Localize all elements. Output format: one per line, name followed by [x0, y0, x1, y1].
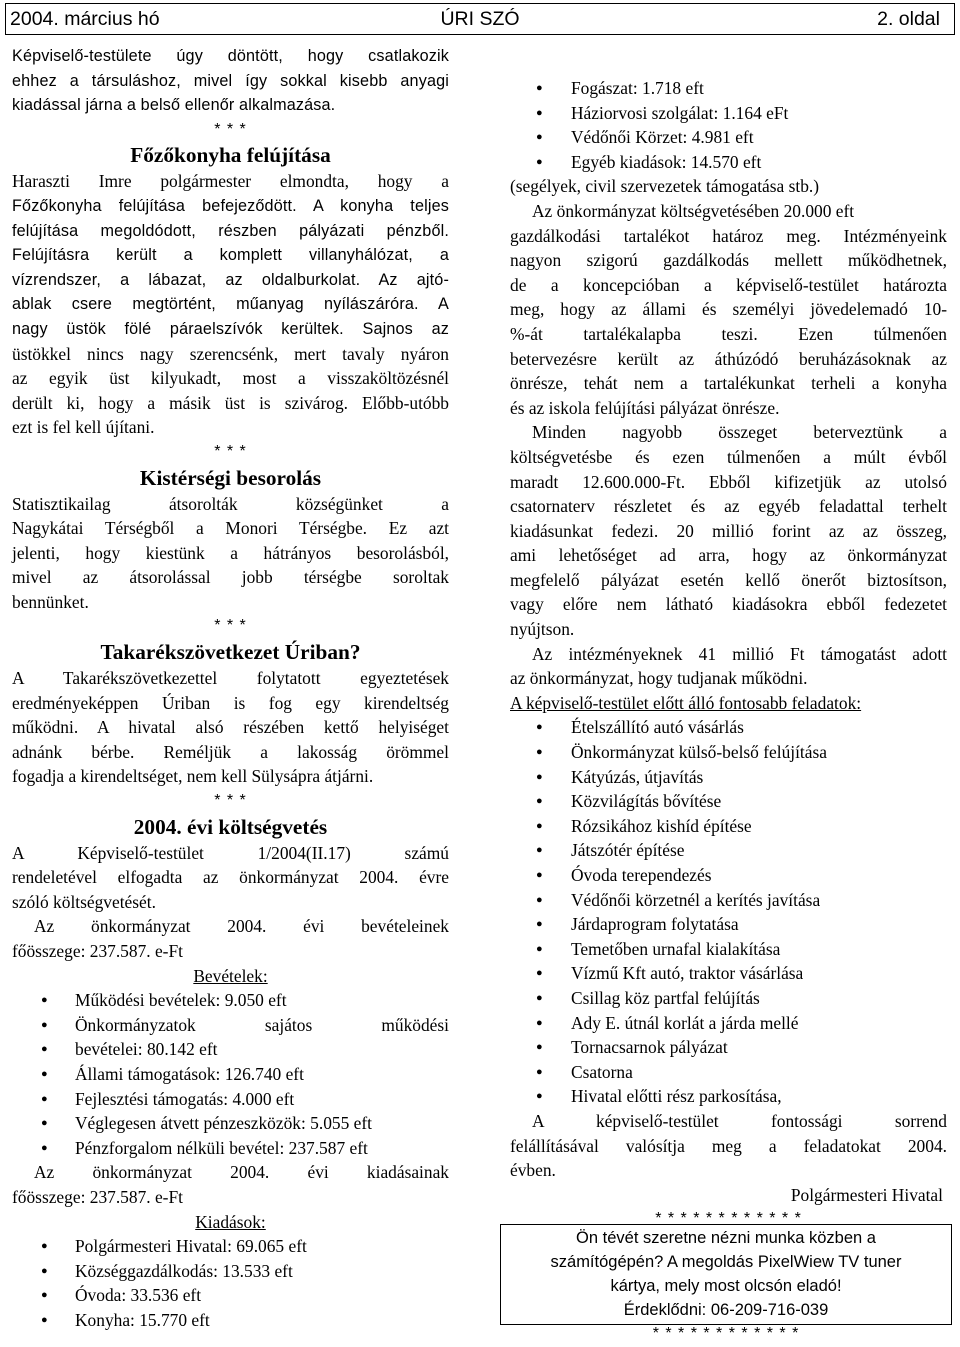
ad-line: kártya, mely most olcsón eladó! [610, 1277, 842, 1295]
income-list [12, 988, 449, 1160]
task-item: ● Kátyúzás, útjavítás [510, 765, 947, 790]
text-line: A Képviselő-testület 1/2004(II.17) számú [12, 842, 449, 863]
list-item: ● Háziorvosi szolgálat: 1.164 eFt [510, 101, 947, 126]
text-line: betervezésre került az áthúzódó beruházásoknak az [510, 348, 947, 369]
stars-divider-bottom: * * * * * * * * * * * * [652, 1325, 800, 1342]
budget-heading: 2004. évi költségvetés [133, 814, 328, 839]
text-line: adnánk bérbe. Reméljük a lakosság örömmel [12, 741, 449, 762]
text-line: vagy előre nem látható kiadásokra ebből fedezetet [510, 594, 947, 615]
task-item: ● Ételszállító autó vásárlás [510, 715, 947, 740]
ad-line: Érdeklődni: 06-209-716-039 [623, 1301, 829, 1319]
text-line: maradt 12.600.000-Ft. Ebből kifizetjük az utolsó [510, 471, 947, 492]
classified-ad-box [500, 1224, 952, 1325]
text-line: gazdálkodási tartalékot határoz meg. Intézményeink [510, 225, 947, 246]
section-divider: * * * [214, 120, 247, 138]
list-item: ● Óvoda: 33.536 eft [12, 1283, 449, 1308]
text-line: felújítása megoldódott, részben pályázati pénzből. [12, 221, 449, 240]
section-divider: * * * [214, 617, 247, 635]
reserve-paragraph [510, 199, 947, 420]
expense-heading: Kiadások: [195, 1211, 266, 1232]
text-line: de a koncepcióban a képviselő-testület határozta [510, 274, 947, 295]
text-line: Képviselő-testülete úgy döntött, hogy csatlakozik [12, 47, 449, 65]
task-item: ● Csatorna [510, 1060, 947, 1085]
tasks-list [510, 715, 947, 1109]
text-line: ezt is fel kell újítani. [12, 417, 155, 438]
task-item: ● Óvoda terependezés [510, 863, 947, 888]
text-line: az önkormányzat, hogy tudjanak működni. [510, 668, 808, 689]
signature: Polgármesteri Hivatal [790, 1184, 943, 1205]
text-line: Főzőkonyha felújítása befejeződött. A konyha teljes [12, 196, 449, 215]
intro-paragraph [12, 44, 449, 118]
text-line: mivel az átsorolással jobb térségbe soroltak [12, 567, 449, 588]
list-item-continued [12, 1037, 449, 1062]
list-item: ● Védőnői Körzet: 4.981 eft [510, 125, 947, 150]
task-item: ● Tornacsarnok pályázat [510, 1035, 947, 1060]
text-line: Minden nagyobb összeget beterveztünk a [532, 422, 947, 443]
text-line: költségvetésbe és ezen túlmenően a múlt évből [510, 446, 947, 467]
task-item: ● Csillag köz partfal felújítás [510, 986, 947, 1011]
text-line: kiadással járna a belső ellenőr alkalmazása. [12, 96, 336, 115]
ad-line: számítógépén? A megoldás PixelWiew TV tuner [550, 1253, 902, 1271]
section-divider: * * * [214, 442, 247, 460]
text-line: eredményeképpen Úriban is fog egy kirendeltség [12, 692, 449, 713]
text-line: meg, hogy az állami és személyi jövedelemadó 10- [510, 299, 947, 320]
income-heading: Bevételek: [193, 965, 268, 986]
text-line: vízrendszer, a lábazat, az oldalburkolat. Az ajtó- [12, 270, 449, 289]
support-paragraph [510, 642, 947, 691]
task-item: ● Járdaprogram folytatása [510, 912, 947, 937]
text-line: csatornaterv részletet és az egyéb feladattal terhelt [510, 496, 947, 517]
text-line: jelenti, hogy kiestünk a hátrányos besorolásból, [12, 542, 449, 563]
text-line: megfelelő pályázat esetén kellő önerőt biztosítson, [510, 569, 947, 590]
list-item: ● Konyha: 15.770 eft [12, 1308, 449, 1333]
text-line: Nagykátai Térségből a Monori Térségbe. Ez azt [12, 518, 449, 539]
task-item: ● Játszótér építése [510, 838, 947, 863]
list-item: ● Állami támogatások: 126.740 eft [12, 1062, 449, 1087]
text-line: Az önkormányzat költségvetésében 20.000 eft [532, 200, 855, 221]
text-line: nagyon szigorú gazdálkodás mellett működhetnek, [510, 250, 947, 271]
text-line: A Takarékszövetkezettel folytatott egyeztetések [12, 668, 449, 689]
text-line: Statisztikailag átsorolták községünket a [12, 493, 449, 514]
savings-article [12, 666, 449, 789]
kitchen-heading: Főzőkonyha felújítása [130, 143, 331, 168]
budget-article [12, 841, 449, 1333]
text-line: ehhez a társuláshoz, mivel így sokkal kisebb anyagi [12, 71, 449, 90]
text-line: nyújtson. [510, 619, 575, 640]
text-line: Az önkormányzat 2004. évi kiadásainak [34, 1162, 449, 1183]
newspaper-title: ÚRI SZÓ [440, 8, 520, 30]
task-item: ● Temetőben urnafal kialakítása [510, 937, 947, 962]
task-item: ● Rózsikához kishíd építése [510, 814, 947, 839]
task-item: ● Önkormányzat külső-belső felújítása [510, 740, 947, 765]
task-item: ● Ady E. útnál korlát a járda mellé [510, 1011, 947, 1036]
closing-paragraph [510, 1109, 947, 1183]
task-item: ● Közvilágítás bővítése [510, 789, 947, 814]
text-line: évben. [510, 1160, 556, 1181]
text-line: felállításával valósítja meg a feladatokat 2004. [510, 1135, 947, 1156]
text-line: működni. A hivatal alsó részében kettő helyiséget [12, 717, 449, 738]
text-line: üstökkel nincs nagy szerencsénk, mert tavaly nyáron [12, 343, 449, 364]
savings-heading: Takarékszövetkezet Úriban? [100, 640, 361, 665]
text-line: derült ki, hogy a másik üst is szivárog. Előbb-utóbb [12, 392, 449, 413]
list-item: ● Fejlesztési támogatás: 4.000 eft [12, 1087, 449, 1112]
text-line: nagy üstök fölé páraelszívók kerültek. Sajnos az [12, 319, 449, 338]
text-line: önrésze, tehát nem a tartalékunkat terheli a konyha [510, 373, 947, 394]
text-line: A képviselő-testület fontossági sorrend [532, 1110, 947, 1131]
text-line: ablak csere megtörtént, műanyag nyílászáróra. A [12, 295, 449, 314]
text-line: Felújításra került a komplett villanyhálózat, a [12, 246, 449, 265]
list-item: ● Községgazdálkodás: 13.533 eft [12, 1259, 449, 1284]
list-item: ● Működési bevételek: 9.050 eft [12, 988, 449, 1013]
text-line: Az önkormányzat 2004. évi bevételeinek [34, 916, 449, 937]
list-item-text: bevételei: 80.142 eft [75, 1039, 218, 1060]
text-line: az egyik üst kilyukadt, most a visszaköltözésnél [12, 368, 449, 389]
ad-line: Ön tévét szeretne nézni munka közben a [576, 1229, 876, 1247]
stars-divider-top: * * * * * * * * * * * * [655, 1210, 802, 1228]
text-line: fogadja a kirendeltséget, nem kell Sülysápra átjárni. [12, 766, 374, 787]
issue-date: 2004. március hó [10, 8, 160, 30]
task-item: ● Védőnői körzetnél a kerítés javítása [510, 888, 947, 913]
text-line: Haraszti Imre polgármester elmondta, hogy a [12, 171, 449, 192]
support-note: (segélyek, civil szervezetek támogatása stb.) [510, 176, 820, 197]
sum-paragraph [510, 420, 947, 641]
region-article [12, 492, 449, 615]
text-line: rendeletével elfogadta az önkormányzat 2004. évre [12, 867, 449, 888]
text-line: főösszege: 237.587. e-Ft [12, 941, 183, 961]
page-header [5, 3, 955, 35]
text-line: Az intézményeknek 41 millió Ft támogatást adott [532, 643, 947, 664]
task-item: ● Vízmű Kft autó, traktor vásárlása [510, 961, 947, 986]
text-line: kiadásunkat fedezi. 20 millió forint az az összeg, [510, 520, 947, 541]
page-number: 2. oldal [877, 8, 940, 30]
list-item: ● Egyéb kiadások: 14.570 eft [510, 150, 947, 175]
list-item: ● Önkormányzatok sajátos működési [12, 1013, 449, 1038]
list-item: ● Polgármesteri Hivatal: 69.065 eft [12, 1234, 449, 1259]
list-item: ● Fogászat: 1.718 eft [510, 76, 947, 101]
text-line: %-át tartalékalapba teszi. Ezen túlmenően [510, 323, 947, 344]
task-item: ● Hivatal előtti rész parkosítása, [510, 1084, 947, 1109]
section-divider: * * * [214, 792, 247, 810]
tasks-heading: A képviselő-testület előtt álló fontosabb feladatok: [510, 692, 862, 713]
expense-list-continued [510, 76, 947, 174]
text-line: főösszege: 237.587. e-Ft [12, 1186, 183, 1207]
left-column [12, 44, 449, 1333]
text-line: szóló költségvetését. [12, 891, 156, 912]
right-column [510, 76, 947, 1232]
text-line: ami lehetőséget ad arra, hogy az önkormányzat [510, 545, 947, 566]
list-item: ● Véglegesen átvett pénzeszközök: 5.055 eft [12, 1111, 449, 1136]
list-item: ● Pénzforgalom nélküli bevétel: 237.587 eft [12, 1136, 449, 1161]
text-line: bennünket. [12, 591, 89, 612]
text-line: és az iskola felújítási pályázat önrésze. [510, 397, 780, 418]
region-heading: Kistérségi besorolás [139, 465, 322, 490]
expense-list [12, 1234, 449, 1332]
kitchen-article [12, 169, 449, 440]
